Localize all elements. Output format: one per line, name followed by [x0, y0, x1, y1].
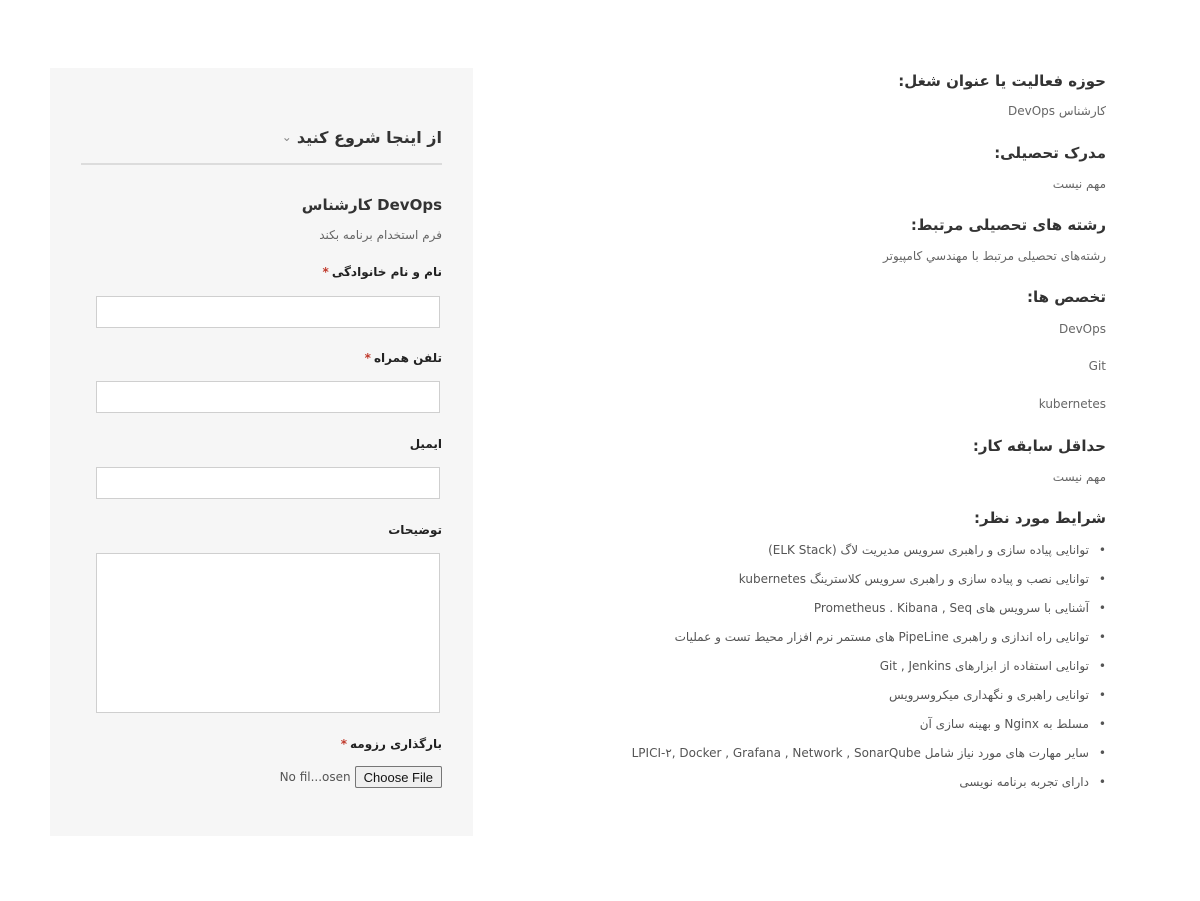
condition-text: توانایی نصب و پیاده سازی و راهبری سرویس کلاسترینگ kubernetes	[738, 572, 1089, 586]
accordion-title: از اینجا شروع کنید	[296, 128, 442, 147]
condition-text: سایر مهارت های مورد نیاز شامل LPICI-۲, Docker , Grafana , Network , SonarQube	[631, 746, 1089, 760]
start-here-accordion[interactable]	[81, 128, 442, 165]
description-label	[388, 523, 442, 537]
phone-label-text: تلفن همراه	[373, 351, 442, 365]
list-item	[632, 569, 1106, 598]
condition-text: دارای تجربه برنامه نویسی	[959, 775, 1089, 789]
resume-label-text: بارگذاری رزومه	[349, 737, 442, 751]
experience-heading: حداقل سابقه کار:	[972, 437, 1106, 455]
list-item	[632, 685, 1106, 714]
skills-heading: تخصص ها:	[1027, 288, 1106, 306]
phone-input[interactable]	[96, 381, 440, 413]
description-label-text: توضیحات	[388, 523, 442, 537]
condition-text: توانایی استفاده از ابزارهای Git , Jenkins	[879, 659, 1089, 673]
name-label	[323, 265, 442, 279]
description-textarea[interactable]	[96, 553, 440, 713]
skill-item: Git	[1088, 359, 1106, 373]
field-heading: حوزه فعالیت یا عنوان شغل:	[898, 72, 1106, 90]
bullet-icon: •	[1098, 717, 1106, 731]
required-marker: *	[322, 265, 329, 279]
list-item	[632, 743, 1106, 772]
field-value: کارشناس DevOps	[1007, 104, 1106, 118]
majors-value: رشته‌های تحصیلی مرتبط با مهندسي کامپیوتر	[883, 249, 1106, 263]
list-item	[632, 772, 1106, 801]
skill-item: kubernetes	[1038, 397, 1106, 411]
bullet-icon: •	[1098, 659, 1106, 673]
condition-text: توانایی راه اندازی و راهبری PipeLine های مستمر نرم افزار محیط تست و عملیات	[674, 630, 1089, 644]
bullet-icon: •	[1098, 572, 1106, 586]
list-item	[632, 656, 1106, 685]
choose-file-button[interactable]: Choose File	[355, 766, 442, 788]
majors-heading: رشته های تحصیلی مرتبط:	[910, 216, 1106, 234]
conditions-heading: شرایط مورد نظر:	[974, 509, 1106, 527]
form-job-title: کارشناس DevOps	[301, 196, 442, 214]
bullet-icon: •	[1098, 746, 1106, 760]
name-label-text: نام و نام خانوادگی	[331, 265, 442, 279]
bullet-icon: •	[1098, 630, 1106, 644]
list-item	[632, 627, 1106, 656]
chevron-down-icon: ⌄	[281, 130, 292, 144]
form-subtitle: فرم استخدام برنامه بکند	[319, 228, 442, 242]
bullet-icon: •	[1098, 601, 1106, 615]
resume-file-picker	[280, 766, 442, 788]
name-input[interactable]	[96, 296, 440, 328]
list-item	[632, 540, 1106, 569]
bullet-icon: •	[1098, 775, 1106, 789]
email-input[interactable]	[96, 467, 440, 499]
list-item	[632, 714, 1106, 743]
resume-label	[341, 737, 442, 751]
condition-text: آشنایی با سرویس های Prometheus . Kibana , Seq	[813, 601, 1089, 615]
experience-value: مهم نیست	[1052, 470, 1106, 484]
condition-text: مسلط به Nginx و بهینه سازی آن	[919, 717, 1089, 731]
phone-label	[365, 351, 442, 365]
conditions-list	[632, 540, 1106, 801]
condition-text: توانایی پیاده سازی و راهبری سرویس مدیریت لاگ (ELK Stack)	[768, 543, 1089, 557]
degree-value: مهم نیست	[1052, 177, 1106, 191]
list-item	[632, 598, 1106, 627]
degree-heading: مدرک تحصیلی:	[994, 144, 1106, 162]
bullet-icon: •	[1098, 543, 1106, 557]
file-status: No fil...osen	[279, 770, 351, 784]
email-label-text: ایمیل	[409, 437, 442, 451]
bullet-icon: •	[1098, 688, 1106, 702]
application-form-panel	[50, 68, 473, 836]
required-marker: *	[364, 351, 371, 365]
condition-text: توانایی راهبری و نگهداری میکروسرویس	[889, 688, 1089, 702]
required-marker: *	[340, 737, 347, 751]
email-label	[410, 437, 442, 451]
skill-item: DevOps	[1058, 322, 1106, 336]
